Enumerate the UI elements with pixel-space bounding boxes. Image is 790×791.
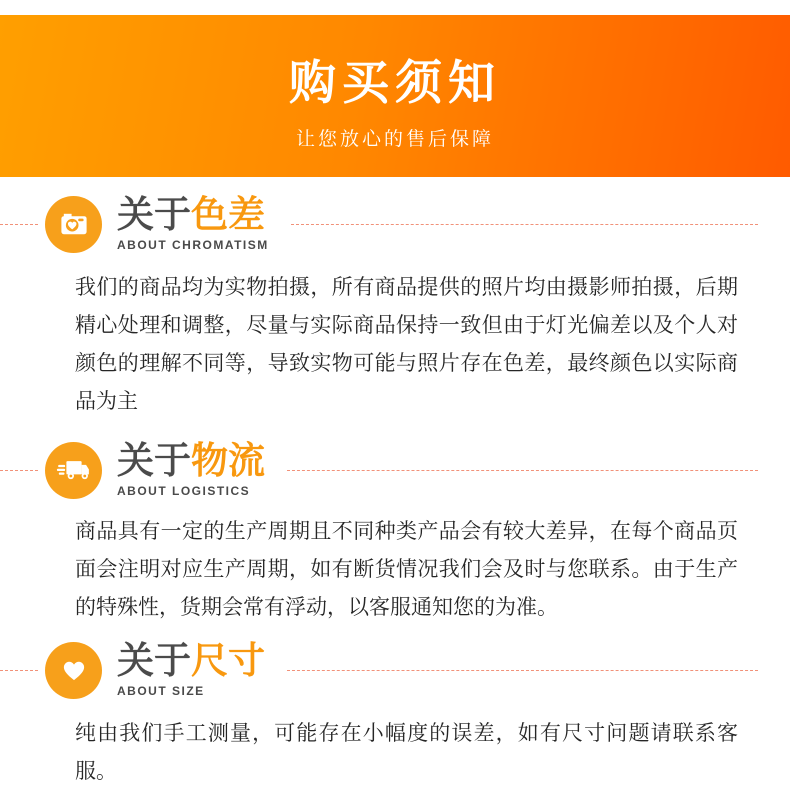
divider-dash-right xyxy=(291,224,758,225)
section-logistics-subtitle-en: ABOUT LOGISTICS xyxy=(117,484,251,499)
section-chromatism-subtitle-en: ABOUT CHROMATISM xyxy=(117,238,269,253)
heart-icon xyxy=(45,642,102,699)
banner-subtitle: 让您放心的售后保障 xyxy=(295,128,494,150)
divider-dash-right xyxy=(287,470,758,471)
section-chromatism-body: 我们的商品均为实物拍摄，所有商品提供的照片均由摄影师拍摄，后期精心处理和调整，尽量与实际商品保持一致但由于灯光偏差以及个人对颜色的理解不同等，导致实物可能与照片存在色差，最终颜色以实际商品为主 xyxy=(75,276,738,413)
section-size-title-block xyxy=(117,639,265,699)
truck-icon xyxy=(45,442,102,499)
section-chromatism-title: 关于色差 xyxy=(117,193,265,235)
banner-title: 购买须知 xyxy=(289,56,501,109)
divider-dash-left xyxy=(0,224,38,225)
section-logistics-body: 商品具有一定的生产周期且不同种类产品会有较大差异，在每个商品页面会注明对应生产周期，如有断货情况我们会及时与您联系。由于生产的特殊性，货期会常有浮动，以客服通知您的为准。 xyxy=(75,520,738,619)
section-size-header xyxy=(0,641,790,699)
section-size-body: 纯由我们手工测量，可能存在小幅度的误差，如有尺寸问题请联系客服。 xyxy=(75,722,738,783)
divider-dash-left xyxy=(0,670,38,671)
purchase-notice-banner xyxy=(0,15,790,177)
section-logistics-title: 关于物流 xyxy=(117,439,265,481)
divider-dash-right xyxy=(287,670,758,671)
section-logistics-title-block xyxy=(117,439,265,499)
section-chromatism-header xyxy=(0,195,790,253)
section-logistics-header xyxy=(0,441,790,499)
section-chromatism-title-block xyxy=(117,193,269,253)
camera-heart-icon xyxy=(45,196,102,253)
section-size-title: 关于尺寸 xyxy=(117,639,265,681)
section-size-subtitle-en: ABOUT SIZE xyxy=(117,684,205,699)
divider-dash-left xyxy=(0,470,38,471)
